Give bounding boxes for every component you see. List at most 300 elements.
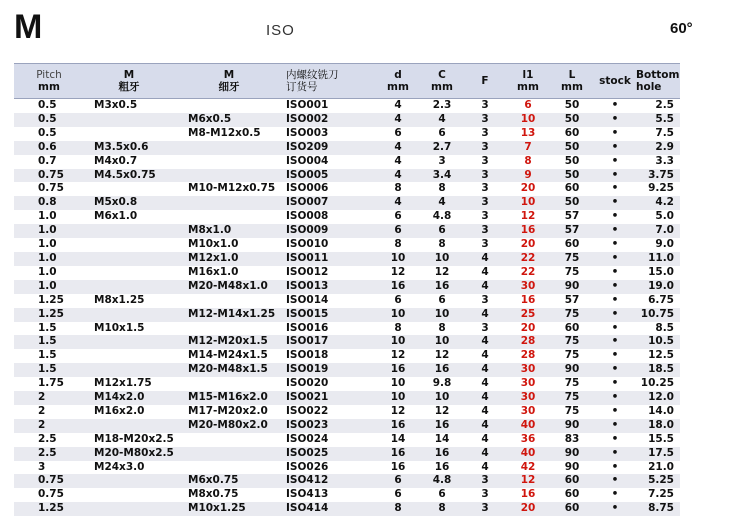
table-row	[14, 238, 680, 252]
cell-pitch: 1.0	[38, 265, 57, 278]
cell-bottom: 5.25	[636, 474, 680, 488]
cell-fine: M16x1.0	[188, 265, 239, 278]
cell-stock: •	[594, 335, 636, 349]
header-l: L mm	[550, 64, 594, 99]
cell-stock: •	[594, 141, 636, 155]
cell-part: ISO413	[286, 488, 329, 501]
cell-c: 10	[420, 308, 464, 322]
cell-stock: •	[611, 293, 619, 306]
cell-coarse	[84, 502, 174, 516]
cell-l1: 16	[520, 488, 536, 501]
cell-fine	[174, 294, 284, 308]
table-row	[14, 433, 680, 447]
table-row	[14, 113, 680, 127]
cell-l: 50	[564, 154, 580, 167]
cell-f: 3	[481, 293, 489, 306]
cell-coarse	[84, 238, 174, 252]
cell-c: 4.8	[432, 210, 452, 223]
cell-f: 3	[481, 99, 489, 111]
cell-f: 3	[481, 321, 489, 334]
table-row	[14, 447, 680, 461]
cell-f: 3	[464, 502, 506, 516]
cell-l1: 20	[520, 238, 536, 251]
cell-d: 16	[376, 280, 420, 294]
cell-f: 4	[464, 308, 506, 322]
table-row	[14, 474, 680, 488]
cell-c: 6	[438, 488, 446, 501]
cell-fine: M14-M24x1.5	[188, 349, 268, 362]
cell-fine	[174, 99, 284, 113]
cell-part: ISO016	[286, 321, 329, 334]
cell-bottom: 19.0	[636, 280, 680, 294]
cell-d: 6	[394, 126, 402, 139]
header-l1: l1 mm	[506, 64, 550, 99]
cell-l: 60	[564, 321, 580, 334]
cell-f: 4	[464, 335, 506, 349]
cell-coarse: M3.5x0.6	[84, 141, 174, 155]
cell-f: 3	[481, 210, 489, 223]
cell-fine: M6x0.5	[174, 113, 284, 127]
cell-bottom: 3.75	[636, 169, 680, 183]
cell-c: 12	[434, 404, 450, 417]
cell-fine: M15-M16x2.0	[174, 391, 284, 405]
cell-f: 3	[464, 474, 506, 488]
cell-bottom: 12.5	[648, 349, 674, 362]
cell-part: ISO009	[284, 224, 376, 238]
table-row	[14, 280, 680, 294]
cell-l: 90	[550, 419, 594, 433]
cell-l: 57	[564, 293, 580, 306]
table-row	[14, 182, 680, 196]
cell-f: 3	[481, 154, 489, 167]
table-row	[14, 196, 680, 210]
cell-l: 90	[550, 280, 594, 294]
cell-bottom: 6.75	[648, 293, 674, 306]
cell-l1: 40	[506, 419, 550, 433]
cell-part: ISO002	[284, 113, 376, 127]
cell-part: ISO021	[284, 391, 376, 405]
cell-c: 10	[420, 391, 464, 405]
table-row	[14, 294, 680, 308]
cell-bottom: 5.5	[636, 113, 680, 127]
cell-l1: 42	[520, 460, 536, 473]
cell-part: ISO018	[286, 349, 329, 362]
table-row	[14, 502, 680, 516]
cell-l: 50	[550, 141, 594, 155]
cell-part: ISO011	[284, 252, 376, 266]
table-row	[14, 363, 680, 377]
cell-fine: M12x1.0	[174, 252, 284, 266]
cell-l1: 20	[506, 502, 550, 516]
cell-pitch: 0.6	[14, 141, 84, 155]
cell-f: 4	[464, 363, 506, 377]
cell-fine: M10x1.0	[188, 238, 239, 251]
cell-bottom: 5.0	[655, 210, 674, 223]
cell-part: ISO020	[286, 377, 329, 390]
cell-part: ISO010	[286, 238, 329, 251]
table-row	[14, 141, 680, 155]
cell-pitch: 1.5	[38, 321, 57, 334]
cell-pitch: 0.75	[14, 474, 84, 488]
cell-c: 2.3	[432, 99, 452, 111]
cell-d: 4	[394, 99, 402, 111]
cell-l: 75	[550, 391, 594, 405]
cell-c: 12	[434, 265, 450, 278]
table-row	[14, 210, 680, 224]
cell-coarse	[84, 182, 174, 196]
cell-coarse	[84, 419, 174, 433]
cell-f: 3	[481, 126, 489, 139]
cell-f: 4	[481, 265, 489, 278]
cell-coarse	[84, 474, 174, 488]
cell-part: ISO012	[286, 265, 329, 278]
cell-c: 3.4	[420, 169, 464, 183]
cell-f: 4	[464, 447, 506, 461]
cell-bottom: 11.0	[636, 252, 680, 266]
cell-l1: 12	[520, 210, 536, 223]
cell-f: 4	[481, 460, 489, 473]
cell-d: 6	[394, 293, 402, 306]
table-row	[14, 391, 680, 405]
cell-bottom: 2.5	[655, 99, 674, 111]
table-row	[14, 224, 680, 238]
cell-stock: •	[594, 447, 636, 461]
cell-coarse: M24x3.0	[94, 460, 145, 473]
cell-coarse	[84, 280, 174, 294]
cell-bottom: 17.5	[636, 447, 680, 461]
cell-c: 16	[420, 280, 464, 294]
cell-part: ISO026	[286, 460, 329, 473]
cell-stock: •	[611, 154, 619, 167]
cell-part: ISO007	[284, 196, 376, 210]
cell-d: 8	[376, 502, 420, 516]
table-row	[14, 322, 680, 336]
cell-pitch: 1.25	[14, 502, 84, 516]
cell-fine: M8x1.0	[174, 224, 284, 238]
cell-stock: •	[594, 474, 636, 488]
header-c: C mm	[420, 64, 464, 99]
thread-type-letter: M	[14, 8, 43, 46]
cell-fine: M8x0.75	[188, 488, 239, 501]
header-d: d mm	[376, 64, 420, 99]
cell-l1: 10	[506, 113, 550, 127]
cell-f: 3	[464, 141, 506, 155]
cell-pitch: 2	[14, 419, 84, 433]
cell-f: 4	[464, 252, 506, 266]
cell-f: 3	[481, 488, 489, 501]
cell-d: 6	[376, 224, 420, 238]
table-row	[14, 169, 680, 183]
cell-l1: 10	[506, 196, 550, 210]
cell-l1: 9	[506, 169, 550, 183]
table-header-row	[14, 64, 680, 99]
cell-coarse: M6x1.0	[94, 210, 138, 223]
cell-f: 4	[464, 280, 506, 294]
cell-coarse	[84, 363, 174, 377]
cell-pitch: 2	[38, 404, 46, 417]
cell-stock: •	[594, 391, 636, 405]
cell-stock: •	[594, 502, 636, 516]
cell-c: 16	[420, 419, 464, 433]
cell-l1: 36	[520, 432, 536, 445]
cell-pitch: 0.75	[38, 488, 64, 501]
cell-d: 4	[394, 154, 402, 167]
cell-stock: •	[611, 404, 619, 417]
cell-part: ISO008	[286, 210, 329, 223]
cell-f: 3	[481, 182, 489, 195]
header-pitch: Pitch mm	[14, 64, 84, 99]
cell-f: 3	[481, 238, 489, 251]
cell-stock: •	[611, 238, 619, 251]
cell-l1: 30	[520, 377, 536, 390]
cell-c: 8	[438, 182, 446, 195]
table-row	[14, 308, 680, 322]
cell-part: ISO005	[284, 169, 376, 183]
cell-c: 4	[420, 113, 464, 127]
table-row	[14, 99, 680, 113]
cell-l: 75	[564, 349, 580, 362]
cell-l1: 28	[506, 335, 550, 349]
cell-l: 57	[564, 210, 580, 223]
cell-coarse: M14x2.0	[84, 391, 174, 405]
cell-l: 50	[564, 99, 580, 111]
cell-fine	[174, 447, 284, 461]
cell-bottom: 8.5	[655, 321, 674, 334]
table-row	[14, 488, 680, 502]
cell-coarse	[84, 127, 174, 141]
cell-l1: 16	[520, 293, 536, 306]
cell-d: 12	[390, 265, 406, 278]
cell-pitch: 2	[14, 391, 84, 405]
cell-stock: •	[611, 377, 619, 390]
cell-stock: •	[594, 113, 636, 127]
cell-bottom: 12.0	[636, 391, 680, 405]
cell-pitch: 0.5	[14, 113, 84, 127]
cell-d: 10	[390, 377, 406, 390]
cell-d: 4	[376, 169, 420, 183]
cell-stock: •	[611, 265, 619, 278]
cell-l1: 20	[520, 182, 536, 195]
cell-f: 4	[481, 432, 489, 445]
cell-bottom: 2.9	[636, 141, 680, 155]
cell-fine: M12-M20x1.5	[174, 335, 284, 349]
table-row	[14, 266, 680, 280]
cell-d: 14	[390, 432, 406, 445]
cell-fine: M12-M14x1.25	[174, 308, 284, 322]
cell-bottom: 10.25	[640, 377, 674, 390]
cell-pitch: 0.5	[38, 126, 57, 139]
cell-stock: •	[594, 419, 636, 433]
cell-coarse: M3x0.5	[94, 99, 138, 111]
cell-d: 6	[394, 488, 402, 501]
cell-stock: •	[611, 182, 619, 195]
cell-coarse	[84, 488, 174, 502]
cell-l: 60	[564, 182, 580, 195]
cell-d: 16	[390, 460, 406, 473]
cell-stock: •	[611, 432, 619, 445]
thread-angle-label: 60°	[670, 20, 693, 37]
cell-coarse	[84, 308, 174, 322]
standard-label: ISO	[266, 22, 295, 39]
cell-l1: 25	[506, 308, 550, 322]
cell-stock: •	[594, 280, 636, 294]
cell-l: 90	[550, 363, 594, 377]
cell-d: 10	[376, 335, 420, 349]
cell-coarse	[84, 349, 174, 363]
cell-d: 8	[394, 238, 402, 251]
cell-fine	[174, 433, 284, 447]
cell-l: 83	[564, 432, 580, 445]
cell-l1: 6	[524, 99, 532, 111]
cell-part: ISO023	[284, 419, 376, 433]
cell-l1: 30	[506, 363, 550, 377]
cell-l1: 40	[506, 447, 550, 461]
cell-part: ISO001	[286, 99, 329, 111]
cell-pitch: 0.8	[14, 196, 84, 210]
cell-pitch: 0.7	[38, 154, 57, 167]
cell-l1: 30	[506, 280, 550, 294]
cell-coarse	[84, 224, 174, 238]
cell-stock: •	[611, 460, 619, 473]
cell-fine	[174, 461, 284, 475]
cell-part: ISO004	[286, 154, 329, 167]
cell-pitch: 1.0	[38, 210, 57, 223]
cell-d: 4	[376, 196, 420, 210]
cell-coarse: M5x0.8	[84, 196, 174, 210]
cell-f: 3	[464, 169, 506, 183]
cell-c: 12	[434, 349, 450, 362]
cell-bottom: 10.75	[636, 308, 680, 322]
cell-l: 60	[564, 488, 580, 501]
cell-d: 12	[390, 349, 406, 362]
cell-part: ISO024	[286, 432, 329, 445]
cell-stock: •	[611, 488, 619, 501]
cell-bottom: 7.5	[655, 126, 674, 139]
cell-d: 16	[376, 447, 420, 461]
cell-l: 60	[564, 126, 580, 139]
cell-stock: •	[594, 363, 636, 377]
cell-part: ISO014	[286, 293, 329, 306]
cell-f: 4	[464, 419, 506, 433]
cell-bottom: 7.25	[648, 488, 674, 501]
cell-fine: M20-M48x1.5	[174, 363, 284, 377]
cell-l: 75	[550, 308, 594, 322]
cell-l1: 30	[506, 391, 550, 405]
cell-c: 9.8	[432, 377, 452, 390]
cell-l: 60	[564, 238, 580, 251]
cell-pitch: 0.75	[14, 169, 84, 183]
cell-fine	[174, 377, 284, 391]
cell-pitch: 1.25	[38, 293, 64, 306]
cell-l: 75	[564, 265, 580, 278]
cell-c: 6	[420, 224, 464, 238]
cell-fine: M8-M12x0.5	[188, 126, 261, 139]
table-row	[14, 461, 680, 475]
cell-c: 14	[434, 432, 450, 445]
header-bottom-hole: Bottom hole	[636, 64, 680, 99]
cell-l1: 20	[520, 321, 536, 334]
cell-part: ISO003	[286, 126, 329, 139]
table-row	[14, 252, 680, 266]
cell-d: 10	[376, 391, 420, 405]
cell-bottom: 18.0	[636, 419, 680, 433]
cell-stock: •	[594, 252, 636, 266]
header-fine: M 细牙	[174, 64, 284, 99]
cell-pitch: 1.75	[38, 377, 64, 390]
cell-fine	[174, 322, 284, 336]
table-row	[14, 405, 680, 419]
cell-stock: •	[594, 196, 636, 210]
cell-l: 60	[550, 474, 594, 488]
cell-pitch: 2.5	[38, 432, 57, 445]
cell-stock: •	[611, 349, 619, 362]
cell-d: 8	[394, 321, 402, 334]
cell-d: 16	[376, 419, 420, 433]
cell-c: 8	[420, 502, 464, 516]
cell-c: 2.7	[420, 141, 464, 155]
cell-part: ISO015	[284, 308, 376, 322]
cell-stock: •	[594, 308, 636, 322]
cell-bottom: 9.0	[655, 238, 674, 251]
cell-l: 57	[550, 224, 594, 238]
cell-d: 8	[394, 182, 402, 195]
cell-f: 3	[464, 196, 506, 210]
cell-bottom: 9.25	[648, 182, 674, 195]
cell-pitch: 1.5	[38, 349, 57, 362]
cell-part: ISO414	[284, 502, 376, 516]
cell-fine	[174, 210, 284, 224]
cell-coarse: M12x1.75	[94, 377, 152, 390]
cell-stock: •	[611, 126, 619, 139]
cell-pitch: 1.0	[14, 224, 84, 238]
cell-d: 4	[376, 113, 420, 127]
cell-pitch: 2.5	[14, 447, 84, 461]
cell-c: 8	[438, 321, 446, 334]
header-f: F	[464, 64, 506, 99]
table-row	[14, 419, 680, 433]
cell-c: 8	[438, 238, 446, 251]
cell-l1: 22	[520, 265, 536, 278]
cell-fine: M10-M12x0.75	[188, 182, 276, 195]
cell-l: 75	[564, 404, 580, 417]
header-part-number: 内螺纹铣刀 订货号	[284, 64, 376, 99]
header-stock: stock	[594, 64, 636, 99]
cell-coarse: M20-M80x2.5	[84, 447, 174, 461]
cell-l: 50	[550, 196, 594, 210]
cell-d: 6	[376, 474, 420, 488]
cell-fine: M20-M80x2.0	[174, 419, 284, 433]
cell-f: 3	[464, 224, 506, 238]
cell-pitch: 1.0	[38, 238, 57, 251]
cell-l: 60	[550, 502, 594, 516]
cell-bottom: 7.0	[636, 224, 680, 238]
cell-l1: 13	[520, 126, 536, 139]
cell-d: 10	[376, 308, 420, 322]
cell-d: 16	[376, 363, 420, 377]
cell-bottom: 21.0	[648, 460, 674, 473]
cell-d: 10	[376, 252, 420, 266]
table-row	[14, 349, 680, 363]
cell-c: 16	[434, 460, 450, 473]
cell-l: 50	[550, 169, 594, 183]
cell-f: 4	[481, 377, 489, 390]
cell-f: 3	[464, 113, 506, 127]
cell-coarse: M10x1.5	[94, 321, 145, 334]
cell-pitch: 0.75	[38, 182, 64, 195]
cell-coarse: M18-M20x2.5	[94, 432, 174, 445]
cell-f: 4	[464, 391, 506, 405]
cell-pitch: 3	[38, 460, 46, 473]
